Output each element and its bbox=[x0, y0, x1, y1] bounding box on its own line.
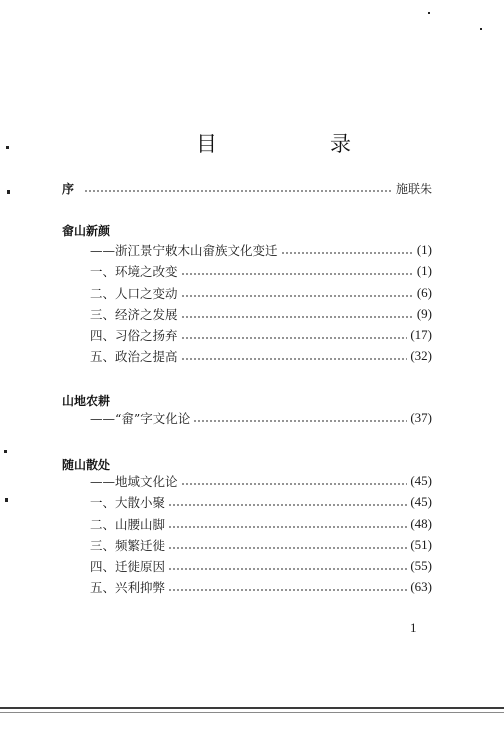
entry-text: ——地域文化论 bbox=[90, 474, 178, 489]
scan-mark bbox=[5, 498, 8, 502]
toc-entry bbox=[90, 283, 432, 303]
entry-page: (1) bbox=[416, 242, 432, 257]
scan-mark bbox=[6, 146, 9, 149]
leader-dots bbox=[84, 190, 393, 192]
toc-entry bbox=[90, 408, 432, 428]
toc-entry bbox=[90, 325, 432, 345]
toc-entry bbox=[90, 240, 432, 260]
leader-dots bbox=[181, 358, 408, 360]
entry-page: (45) bbox=[410, 494, 432, 509]
entry-text: 四、习俗之扬弃 bbox=[90, 328, 178, 343]
entry-text: 二、山腰山脚 bbox=[90, 517, 166, 532]
leader-dots bbox=[168, 547, 407, 549]
section-heading: 随山散处 bbox=[62, 458, 111, 472]
toc-entry bbox=[90, 535, 432, 555]
preface-author: 施联朱 bbox=[395, 181, 432, 196]
entry-page: (51) bbox=[410, 537, 432, 552]
entry-text: 一、大散小聚 bbox=[90, 495, 166, 510]
entry-page: (17) bbox=[410, 327, 432, 342]
leader-dots bbox=[168, 504, 407, 506]
toc-entry-preface bbox=[62, 178, 432, 198]
entry-page: (9) bbox=[416, 306, 432, 321]
entry-page: (55) bbox=[410, 558, 432, 573]
entry-page: (32) bbox=[410, 348, 432, 363]
leader-dots bbox=[181, 316, 414, 318]
scan-mark bbox=[7, 190, 10, 194]
page-title: 目 录 bbox=[196, 132, 397, 156]
leader-dots bbox=[168, 526, 407, 528]
entry-text: 三、经济之发展 bbox=[90, 307, 178, 322]
leader-dots bbox=[181, 337, 408, 339]
entry-text: 三、频繁迁徙 bbox=[90, 538, 166, 553]
toc-entry bbox=[90, 514, 432, 534]
scan-mark bbox=[4, 450, 7, 453]
entry-page: (63) bbox=[410, 579, 432, 594]
entry-text: ——“畲”字文化论 bbox=[90, 411, 191, 426]
scan-mark bbox=[480, 28, 482, 30]
preface-label: 序 bbox=[62, 181, 75, 196]
toc-entry bbox=[90, 556, 432, 576]
entry-text: 五、政治之提高 bbox=[90, 349, 178, 364]
toc-entry bbox=[90, 471, 432, 491]
entry-text: 二、人口之变动 bbox=[90, 286, 178, 301]
toc-entry bbox=[90, 261, 432, 281]
page-number: 1 bbox=[410, 620, 417, 635]
leader-dots bbox=[181, 483, 408, 485]
leader-dots bbox=[181, 273, 414, 275]
entry-page: (45) bbox=[410, 473, 432, 488]
toc-entry bbox=[90, 492, 432, 512]
toc-entry bbox=[90, 304, 432, 324]
section-heading: 畲山新颜 bbox=[62, 224, 111, 238]
leader-dots bbox=[168, 589, 407, 591]
leader-dots bbox=[281, 252, 414, 254]
entry-text: 一、环境之改变 bbox=[90, 264, 178, 279]
entry-page: (37) bbox=[410, 410, 432, 425]
entry-page: (1) bbox=[416, 263, 432, 278]
leader-dots bbox=[193, 420, 407, 422]
entry-text: 五、兴利抑弊 bbox=[90, 580, 166, 595]
entry-page: (6) bbox=[416, 285, 432, 300]
leader-dots bbox=[168, 568, 407, 570]
page-bottom-edge-shadow bbox=[0, 712, 504, 713]
entry-text: 四、迁徙原因 bbox=[90, 559, 166, 574]
entry-text: ——浙江景宁敕木山畲族文化变迁 bbox=[90, 243, 278, 258]
section-heading: 山地农耕 bbox=[62, 394, 111, 408]
toc-entry bbox=[90, 346, 432, 366]
page-bottom-edge bbox=[0, 707, 504, 709]
toc-entry bbox=[90, 577, 432, 597]
entry-page: (48) bbox=[410, 516, 432, 531]
scan-mark bbox=[428, 12, 430, 14]
leader-dots bbox=[181, 295, 414, 297]
